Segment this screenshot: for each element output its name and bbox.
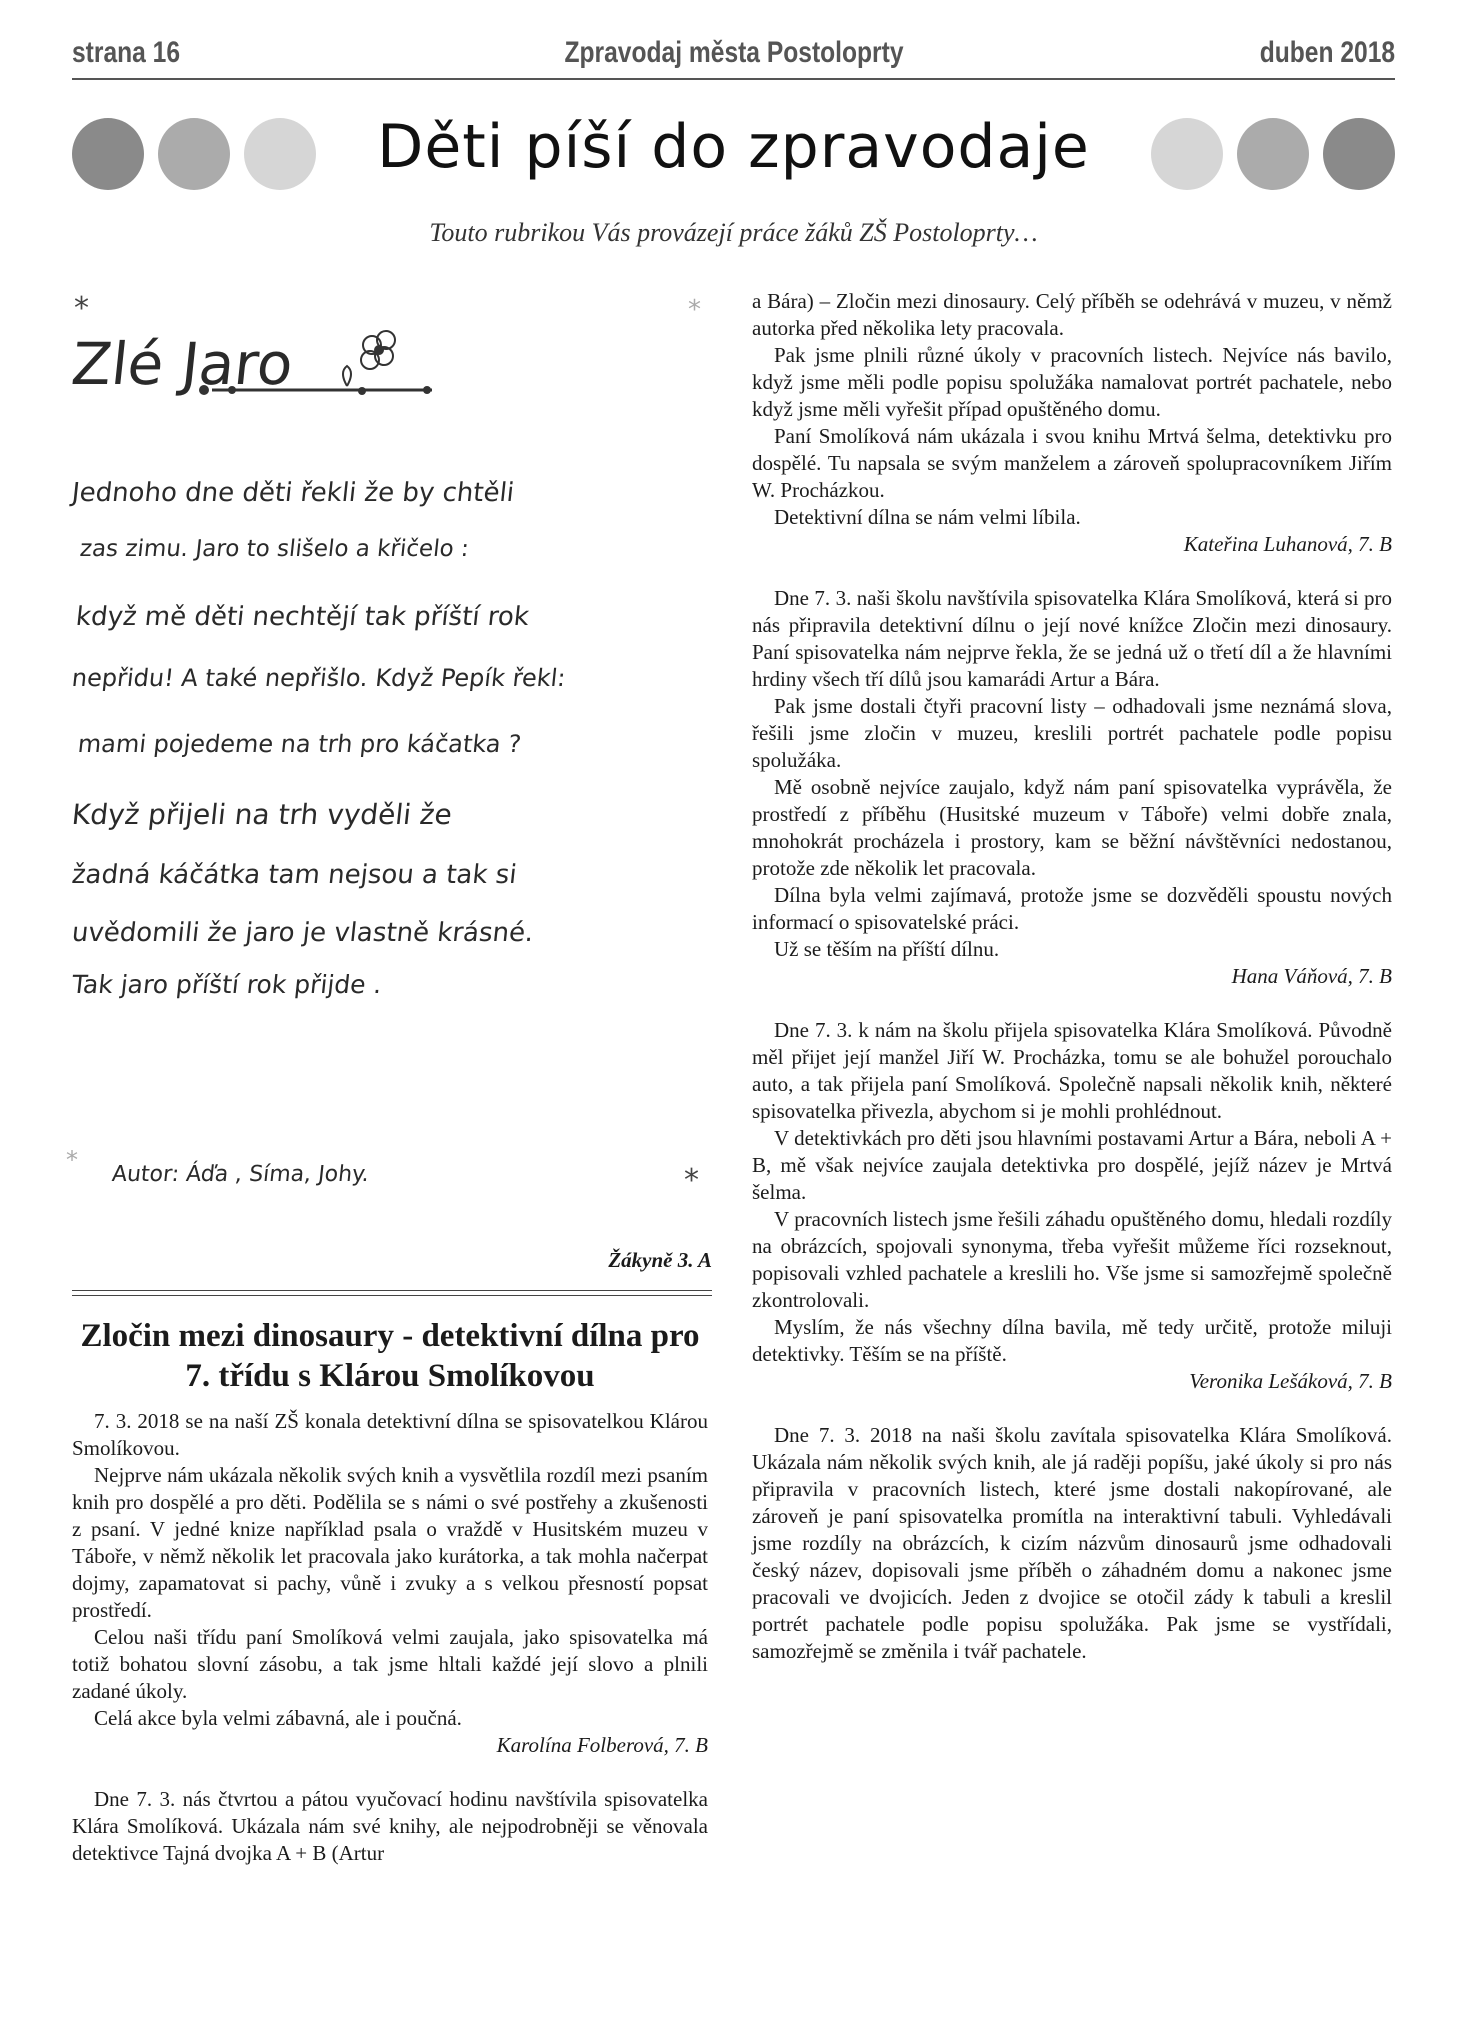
- paragraph: V detektivkách pro děti jsou hlavními postavami Artur a Bára, neboli A + B, mě však nejvíce zaujala detektivka pro dospělé, jejíž název je Mrtvá šelma.: [752, 1126, 1392, 1204]
- story-line: když mě děti nechtějí tak příští rok: [74, 602, 531, 632]
- svg-text:*: *: [688, 295, 701, 325]
- drawing-signature: Žákyně 3. A: [608, 1248, 712, 1272]
- publication-name: Zpravodaj města Postoloprty: [563, 36, 904, 69]
- page-header: [72, 36, 1395, 80]
- story-line: nepřidu! A také nepřišlo. Když Pepík řekl:: [70, 664, 567, 692]
- svg-text:*: *: [684, 1163, 699, 1198]
- issue-date: duben 2018: [1259, 36, 1395, 69]
- paragraph: Dne 7. 3. 2018 na naši školu zavítala spisovatelka Klára Smolíková. Ukázala nám několik svých knih, ale já raději popíšu, jaké úkoly si pro nás připravila v pracovních listech, které jsme dostali nakopírované, ale zároveň je paní spisovatelka promítla na interaktivní tabuli. Vyhledávali jsme rozdíly na obrázcích, k cizím názvům dinosaurů jsme odhadovali český název, dopisovali jsme příběh o záhadném domu a nakonec jsme pracovali ve dvojicích. Jeden z dvojice se otočil zády k tabuli a kreslil portrét pachatele podle popisu spolužáka. Pak jsme se vystřídali, samozřejmě se změnila i tvář pachatele.: [752, 1423, 1392, 1663]
- author-signature: Kateřina Luhanová, 7. B: [1183, 532, 1392, 556]
- paragraph: a Bára) – Zločin mezi dinosaury. Celý příběh se odehrává v muzeu, v němž autorka před několika lety pracovala.: [752, 289, 1392, 340]
- decor-dot-dark: [72, 118, 144, 190]
- story-line: Když přijeli na trh vyděli že: [70, 798, 454, 831]
- right-column: [752, 288, 1392, 1665]
- section-title: Děti píší do zpravodaje: [377, 112, 1090, 182]
- section-subtitle: Touto rubrikou Vás provázejí práce žáků ZŠ Postoloprty…: [429, 218, 1038, 247]
- paragraph: Dílna byla velmi zajímavá, protože jsme se dozvěděli spoustu nových informací o spisovatelské práci.: [752, 883, 1392, 934]
- paragraph: Pak jsme dostali čtyři pracovní listy – odhadovali jsme neznámá slova, řešili jsme zločin v muzeu, kreslili portrét pachatele podle popisu spolužáka.: [752, 694, 1392, 772]
- paragraph: Dne 7. 3. nás čtvrtou a pátou vyučovací hodinu navštívila spisovatelka Klára Smolíková. Ukázala nám své knihy, ale nejpodrobněji se věnovala detektivce Tajná dvojka A + B (Artur: [72, 1787, 708, 1865]
- decor-dot-mid: [1237, 118, 1309, 190]
- paragraph: Celou naši třídu paní Smolíková velmi zaujala, jako spisovatelka má totiž bohatou slovní zásobu, a tak jsme hltali každé její slovo a plnili zadané úkoly.: [72, 1625, 708, 1703]
- article-heading: Zločin mezi dinosaury - detektivní dílna pro 7. třídu s Klárou Smolíkovou: [80, 1318, 700, 1394]
- page-number: strana 16: [72, 36, 181, 69]
- paragraph: Pak jsme plnili různé úkoly v pracovních listech. Nejvíce nás bavilo, když jsme měli podle popisu spolužáka namalovat portrét pachatele, nebo když jsme měli vyřešit případ opuštěného domu.: [752, 343, 1392, 421]
- story-line: Tak jaro příští rok přijde .: [70, 970, 384, 999]
- paragraph: Mě osobně nejvíce zaujalo, když nám paní spisovatelka vyprávěla, že prostředí z příběhu (Husitské muzeum v Táboře) velmi dobře znala, mnohokrát procházela i prostory, kam se běžní návštěvníci nedostanou, protože zde několik let pracovala.: [752, 775, 1392, 880]
- story-line: zas zimu. Jaro to slišelo a křičelo :: [78, 536, 471, 562]
- story-line: žadná káčátka tam nejsou a tak si: [70, 860, 519, 890]
- paragraph: V pracovních listech jsme řešili záhadu opuštěného domu, hledali rozdíly na obrázcích, spojovali synonyma, třeba vyřešit můžeme říci rozseknout, popisovali vzhled pachatele a kreslili ho. Vše jsme si samozřejmě společně zkontrolovali.: [752, 1207, 1392, 1312]
- svg-text:*: *: [66, 1146, 78, 1174]
- paragraph: Už se těším na příští dílnu.: [774, 937, 1000, 961]
- paragraph: Paní Smolíková nám ukázala i svou knihu Mrtvá šelma, detektivku pro dospělé. Tu napsala se svým manželem a zároveň spolupracovníkem Jiřím W. Procházkou.: [752, 424, 1392, 502]
- decor-dot-dark: [1323, 118, 1395, 190]
- paragraph: Dne 7. 3. naši školu navštívila spisovatelka Klára Smolíková, která si pro nás připravila detektivní dílnu o její nové knížce Zločin mezi dinosaury. Paní spisovatelka nám nejprve řekla, že se jedná už o třetí díl a že hlavními hrdiny všech tří dílů jsou kamarádi Artur a Bára.: [752, 586, 1392, 691]
- handwritten-story: [66, 290, 712, 1220]
- author-signature: Veronika Lešáková, 7. B: [1189, 1369, 1392, 1393]
- paragraph: Celá akce byla velmi zábavná, ale i poučná.: [94, 1706, 462, 1730]
- paragraph: Detektivní dílna se nám velmi líbila.: [774, 505, 1081, 529]
- paragraph: 7. 3. 2018 se na naší ZŠ konala detektivní dílna se spisovatelkou Klárou Smolíkovou.: [72, 1409, 708, 1460]
- double-rule: [72, 1290, 712, 1296]
- paragraph: Myslím, že nás všechny dílna bavila, mě tedy určitě, protože miluji detektivky. Těším se na příště.: [752, 1315, 1392, 1366]
- left-column: [72, 1316, 708, 1867]
- paragraph: Nejprve nám ukázala několik svých knih a vysvětlila rozdíl mezi psaním knih pro dospělé a pro děti. Podělila se s námi o své postřehy a zkušenosti z psaní. V jedné knize například psala o vraždě v Husitském muzeu v Táboře, v němž několik let pracovala jako kurátorka, a tak mohla načerpat dojmy, zapamatovat si pachy, vůně i zvuky a s velkou přesností popsat prostředí.: [72, 1463, 708, 1622]
- story-line: mami pojedeme na trh pro káčatka ?: [76, 730, 523, 758]
- paragraph: Dne 7. 3. k nám na školu přijela spisovatelka Klára Smolíková. Původně měl přijet její manžel Jiří W. Procházka, tomu se ale bohužel porouchalo auto, a tak přijela paní Smolíková. Společně napsali několik knih, některé spisovatelka přivezla, abychom si je mohli prohlédnout.: [752, 1018, 1392, 1123]
- decor-dot-light: [1151, 118, 1223, 190]
- svg-text:*: *: [74, 291, 89, 326]
- author-signature: Karolína Folberová, 7. B: [496, 1733, 708, 1757]
- author-signature: Hana Váňová, 7. B: [1231, 964, 1392, 988]
- decor-dot-mid: [158, 118, 230, 190]
- story-author: Autor: Áďa , Síma, Johy.: [110, 1162, 371, 1187]
- story-title: Zlé Jaro: [68, 330, 297, 398]
- story-line: Jednoho dne děti řekli že by chtěli: [70, 478, 516, 508]
- story-line: uvědomili že jaro je vlastně krásné.: [70, 918, 535, 948]
